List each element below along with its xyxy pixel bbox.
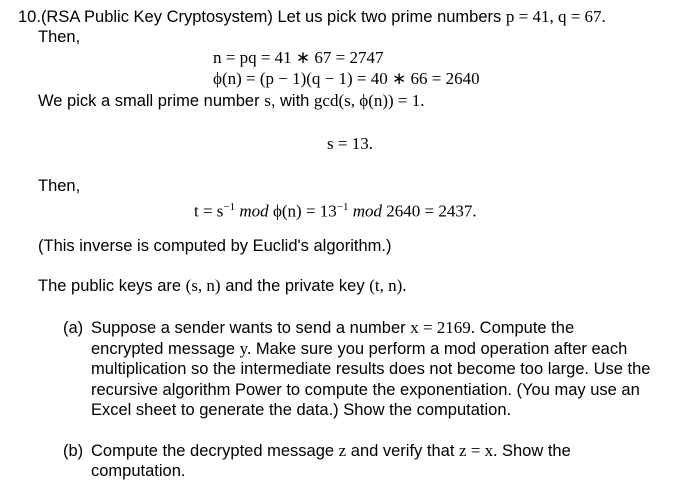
primes-math: p = 41, q = 67. [505,7,606,26]
keys-text-b: and the private key [220,277,370,295]
x-value-math: x = 2169. [410,318,476,337]
part-a-text-1a: Suppose a sender wants to send a number [91,319,411,337]
then-label-1: Then, [38,28,81,46]
y-math: y. [239,339,252,358]
equation-phi: ϕ(n) = (p − 1)(q − 1) = 40 ∗ 66 = 2640 [213,69,480,88]
equation-s: s = 13. [327,134,373,153]
part-b-line-1 [91,441,571,461]
part-b-text-1a: Compute the decrypted message [91,442,339,460]
part-a-line-2 [91,339,627,359]
z-equals-x-math: z = x. [459,441,498,460]
part-a-text-1b: Compute the [475,319,575,337]
keys-line [38,276,407,296]
gcd-condition: gcd(s, ϕ(n)) = 1. [313,91,425,110]
problem-heading-line [18,7,606,27]
public-key: (s, n) [185,276,221,295]
pick-text: We pick a small prime number [38,92,265,110]
part-a-line-5: Excel sheet to generate the data.) Show the computation. [91,401,512,419]
part-a-line-1 [91,318,574,338]
part-a-line-3: multiplication so the intermediate results does not become too large. Use the [91,360,651,378]
part-a-text-2a: encrypted message [91,340,240,358]
part-b-line-2: computation. [91,462,186,480]
problem-heading: (RSA Public Key Cryptosystem) Let us pick two prime numbers [40,8,506,26]
part-a-line-4: recursive algorithm Power to compute the exponentiation. (You may use an [91,381,640,399]
part-b-text-1mid: and verify that [346,442,459,460]
problem-number: 10. [18,8,41,26]
part-a-label: (a) [63,319,84,337]
keys-text-a: The public keys are [38,277,186,295]
pick-mid: , with [270,92,314,110]
part-b-text-1b: Show the [497,442,571,460]
equation-t: $t = s^{-1}$ mod $\phi(n) = 13^{-1}$ mod 2640 = 2437. [194,201,477,221]
pick-s: s [264,91,271,110]
part-b-label: (b) [63,442,84,460]
z-math: z [338,441,347,460]
equation-n: n = pq = 41 ∗ 67 = 2747 [213,48,384,67]
inverse-note: (This inverse is computed by Euclid's algorithm.) [38,237,392,255]
then-label-2: Then, [38,177,81,195]
private-key: (t, n). [369,276,407,295]
part-a-text-2b: Make sure you perform a mod operation after each [251,340,628,358]
pick-prime-line [38,91,425,111]
